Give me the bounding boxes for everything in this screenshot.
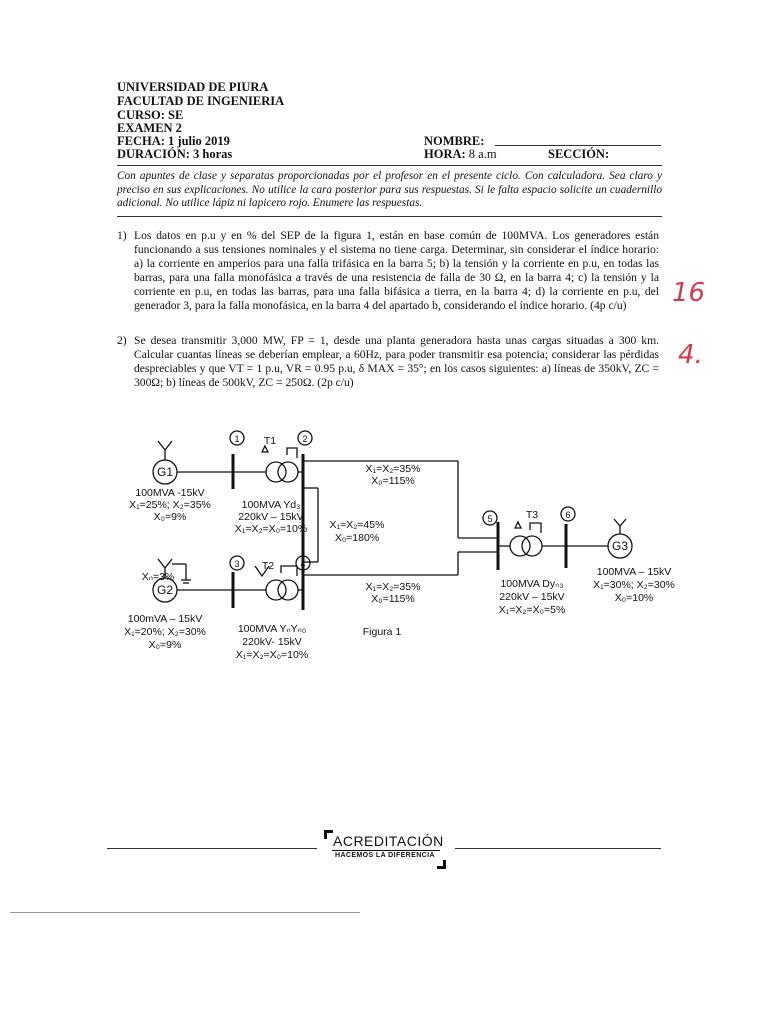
t1-reactances: X₁=X₂=X₀=10% — [234, 523, 308, 535]
bus-3-number: 3 — [234, 559, 240, 569]
t3-winding-2 — [522, 536, 542, 556]
t2-voltage: 220kV- 15kV — [242, 636, 302, 648]
section-label: SECCIÓN: — [548, 147, 610, 161]
bus-4-number: 4 — [300, 559, 306, 569]
t3-winding-1 — [510, 536, 530, 556]
g3-label: G3 — [611, 539, 629, 553]
hour-value: 8 a.m — [468, 147, 497, 161]
g2-zero-seq: X₀=9% — [148, 639, 182, 651]
footer-line-left — [107, 848, 317, 849]
hour-label: HORA: — [424, 147, 466, 161]
university-name: UNIVERSIDAD DE PIURA — [117, 80, 269, 94]
t1-label: T1 — [263, 435, 277, 447]
line3-zero-seq: X₀=115% — [371, 593, 415, 605]
duration-label: DURACIÓN: 3 horas — [117, 147, 233, 161]
question-1-grade: 16 — [672, 278, 706, 308]
t2-winding-2 — [278, 580, 298, 600]
line3-positive-seq: X₁=X₂=35% — [365, 581, 421, 593]
line1-zero-seq: X₀=115% — [371, 475, 415, 487]
footer-line-right — [455, 848, 661, 849]
question-1-text: Los datos en p.u y en % del SEP de la figura 1, están en base común de 100MVA. Los generadores están funcionando a sus tensiones nominales y el sistema no tiene carga. Determinar, sin considerar el índice horario: a) la corriente en amperios para una falla trifásica en la barra 5; b) la tensión y la corriente en p.u, en todas las barras, para una falla monofásica a través de una resistencia de falla de 30 Ω, en la barra 4; c) la tensión y la corriente en p.u, en todas las barras, para una falla bifásica a tierra, en la barra 4; d) la corriente en p.u, del generador 3, para la falla monofásica, en la barra 4 del apartado b, considerando el índice horario. (4p c/u) — [134, 229, 659, 312]
t2-winding-1 — [266, 580, 286, 600]
t1-winding-1 — [266, 462, 286, 482]
question-1-number: 1) — [117, 229, 127, 242]
question-2-grade: 4. — [678, 340, 703, 370]
bus-2-number: 2 — [302, 434, 308, 444]
date-label: FECHA: 1 julio 2019 — [117, 134, 230, 148]
g1-rating: 100MVA -15kV — [135, 487, 205, 499]
logo-corner-bottom — [437, 860, 446, 869]
t3-rating: 100MVA Dyₙ₃ — [500, 578, 564, 590]
g2-rating: 100mVA – 15kV — [127, 613, 203, 625]
logo-subtitle: HACEMOS LA DIFERENCIA — [335, 852, 435, 859]
question-2-number: 2) — [117, 334, 127, 347]
question-2-text: Se desea transmitir 3,000 MW, FP = 1, desde una planta generadora hasta unas cargas situadas a 300 km. Calcular cuantas líneas se deberían emplear, a 60Hz, para poder transmitir esa potencia; considerar las pérdidas despreciables y que VT = 1 p.u, VR = 0.95 p.u, δ MAX = 35°; en los casos siguientes: a) líneas de 350kV, ZC = 300Ω; b) líneas de 500kV, ZC = 250Ω. (2p c/u) — [134, 334, 659, 389]
g1-reactances: X₁=25%; X₂=35% — [129, 499, 211, 511]
t2-reactances: X₁=X₂=X₀=10% — [235, 649, 309, 661]
line2-positive-seq: X₁=X₂=45% — [329, 519, 385, 531]
logo-divider — [332, 850, 440, 851]
g3-zero-seq: X₀=10% — [614, 592, 654, 604]
course-label: CURSO: SE — [117, 108, 184, 122]
g2-neutral-reactance: Xₙ=3% — [141, 571, 175, 583]
name-label: NOMBRE: — [424, 134, 485, 148]
line1-positive-seq: X₁=X₂=35% — [365, 463, 421, 475]
bus-5-number: 5 — [487, 514, 493, 524]
figure-caption: Figura 1 — [362, 626, 402, 638]
logo-title: ACREDITACIÓN — [333, 833, 444, 849]
logo-corner-top — [324, 830, 333, 839]
t1-rating: 100MVA Yd₃ — [241, 499, 301, 511]
line2-zero-seq: X₀=180% — [334, 532, 380, 544]
g3-reactances: X₁=30%; X₂=30% — [593, 579, 675, 591]
g3-rating: 100MVA – 15kV — [596, 566, 672, 578]
exam-label: EXAMEN 2 — [117, 121, 182, 135]
t1-winding-2 — [278, 462, 298, 482]
t2-rating: 100MVA YₙYₙ₀ — [237, 623, 307, 635]
bus-6-number: 6 — [565, 510, 571, 520]
t1-voltage: 220kV – 15kV — [238, 511, 304, 523]
t2-label: T2 — [261, 560, 275, 572]
g1-label: G1 — [156, 465, 174, 479]
t3-label: T3 — [525, 509, 539, 521]
scan-artifact-line — [10, 912, 360, 913]
g2-label: G2 — [156, 583, 174, 597]
faculty-name: FACULTAD DE INGENIERIA — [117, 94, 285, 108]
instructions: Con apuntes de clase y separatas proporcionadas por el profesor en el presente ciclo. Con calculadora. Sea claro y preciso en sus explicaciones. No utilice la cara posterior para sus respuestas. Si le falta espacio solicite un cuadernillo adicional. No utilice lápiz ni lapicero rojo. Enumere las respuestas. — [117, 170, 662, 209]
g2-reactances: X₁=20%; X₂=30% — [124, 626, 206, 638]
accreditation-logo — [324, 830, 446, 868]
t3-voltage: 220kV – 15kV — [499, 591, 565, 603]
bus-1-number: 1 — [234, 434, 240, 444]
g1-zero-seq: X₀=9% — [153, 511, 187, 523]
t3-reactances: X₁=X₂=X₀=5% — [498, 604, 566, 616]
